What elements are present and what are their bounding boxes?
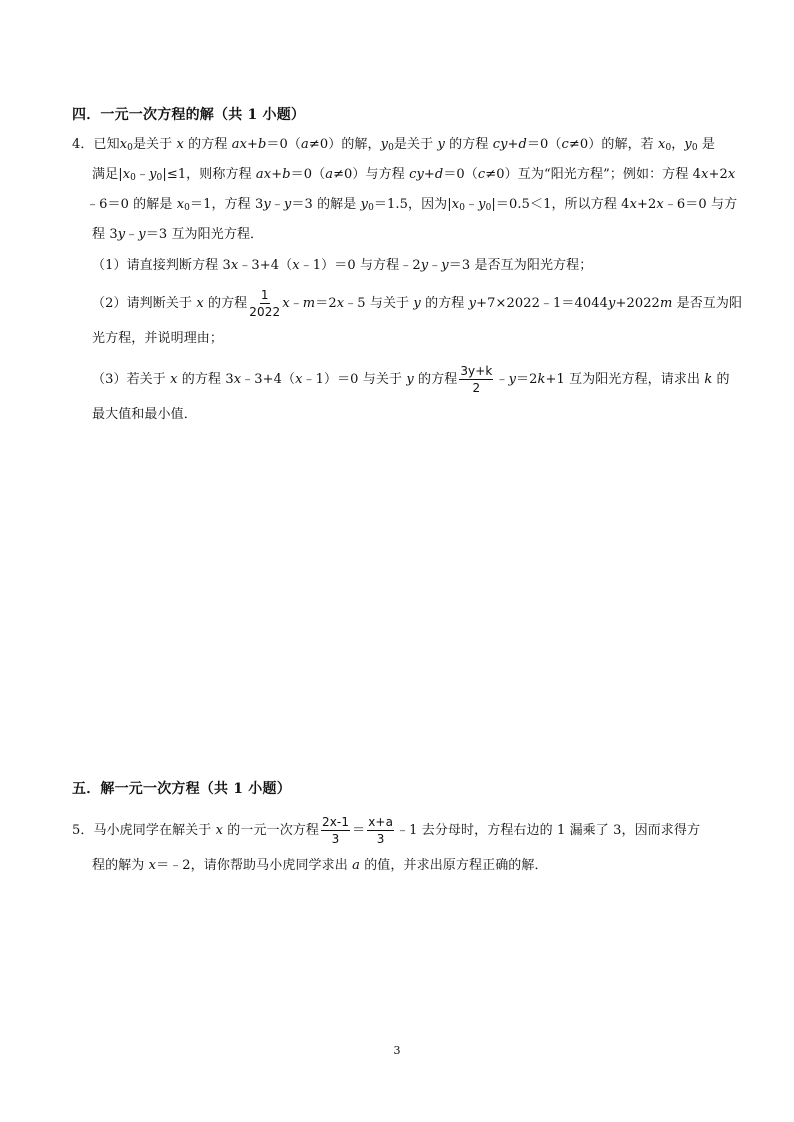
- q4-line-2: 满足$|x_0﹣y_0|\le 1$，则称方程 ax+b＝0（a≠0）与方程 cy+d＝0（c≠0）互为“阳光方程”；例如：方程 4x+2x: [92, 167, 736, 183]
- section-4-heading: 四．一元一次方程的解（共 1 小题）: [72, 107, 306, 123]
- q4-part-2: （2）请判断关于 x 的方程 $\frac{1}{2022}$ x﹣m＝2x﹣5 与关于 y 的方程 y+7×2022﹣1＝4044y+2022m 是否互为阳: [92, 288, 743, 319]
- page-number: 3: [393, 1044, 401, 1057]
- fraction-x-plus-a-over-3: $\frac{x+a}{3}$: [368, 815, 394, 846]
- q4-line-1: 4．已知$x_0$是关于 x 的方程 ax+b＝0（a≠0）的解，$y_0$是关于 y 的方程 cy+d＝0（c≠0）的解，若 $x_0$，$y_0$ 是: [72, 137, 716, 153]
- q5-line-1: 5．马小虎同学在解关于 x 的一元一次方程 $\frac{2x-1}{3}$ ＝ $\frac{x+a}{3}$ ﹣1 去分母时，方程右边的 1 漏乘了 3，因而求得方: [72, 815, 701, 846]
- q5-line-2: 程的解为 x＝﹣2，请你帮助马小虎同学求出 a 的值，并求出原方程正确的解．: [92, 858, 548, 873]
- fraction-1-over-2022: $\frac{1}{2022}$: [249, 288, 281, 319]
- q4-part-3: （3）若关于 x 的方程 3x﹣3+4（x﹣1）＝0 与关于 y 的方程 $\frac{3y+k}{2}$ ﹣y＝2k+1 互为阳光方程，请求出 k 的: [92, 364, 730, 395]
- q5-number: 5．: [72, 823, 94, 838]
- q4-part-2-cont: 光方程，并说明理由；: [92, 331, 224, 346]
- q4-number: 4．: [72, 137, 94, 152]
- section-5-heading: 五．解一元一次方程（共 1 小题）: [72, 781, 291, 797]
- q4-part-3-cont: 最大值和最小值．: [92, 407, 197, 422]
- q4-line-4: 程 3y﹣y＝3 互为阳光方程．: [92, 227, 264, 242]
- q4-line-3: ﹣6＝0 的解是 $x_0=1$，方程 3y﹣y＝3 的解是 $y_0=1.5$，因为$|x_0﹣y_0|=0.5<1$，所以方程 4x+2x﹣6＝0 与方: [86, 197, 738, 213]
- q4-part-1: （1）请直接判断方程 3x﹣3+4（x﹣1）＝0 与方程﹣2y﹣y＝3 是否互为阳光方程；: [92, 258, 593, 273]
- fraction-3y-plus-k-over-2: $\frac{3y+k}{2}$: [460, 364, 493, 395]
- fraction-2x-minus-1-over-3: $\frac{2x-1}{3}$: [322, 815, 350, 846]
